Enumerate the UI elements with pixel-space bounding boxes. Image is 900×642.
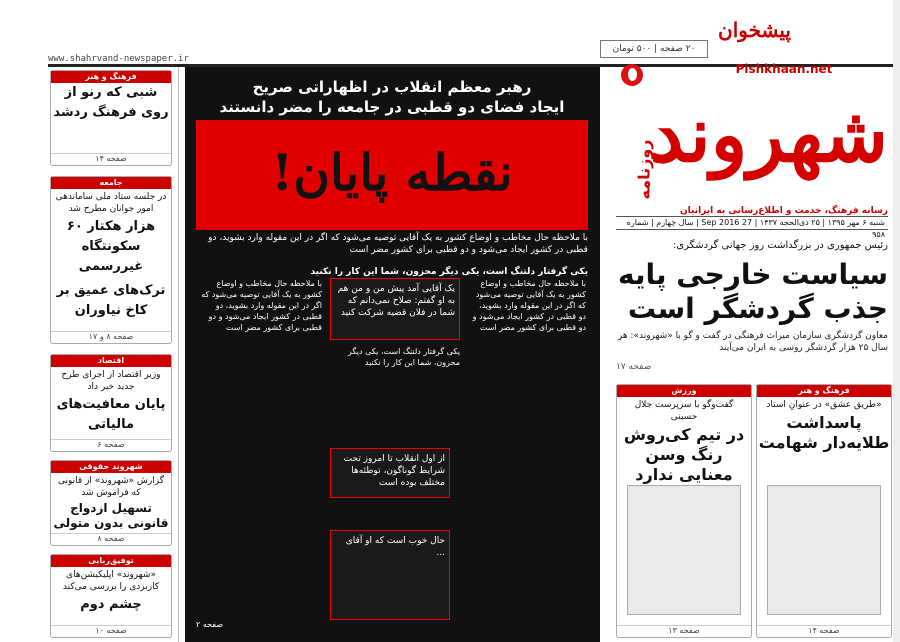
card-page-ref: صفحه ۱۴: [51, 153, 171, 163]
main-kicker-line2: ایجاد فضای دو قطبی در جامعه را مضر دانستند: [219, 98, 565, 116]
article-column-3: با ملاحظه حال مخاطب و اوضاع کشور به یک آقایی توصیه می‌شود که اگر در این مقوله وارد بشوید، دو قطبی در کشور ایجاد می‌شود و دو قطبی برای کشور مضر است: [201, 279, 322, 332]
card-page-ref: صفحه ۱۰: [51, 625, 171, 635]
masthead-prefix: روزنامه: [634, 139, 654, 200]
site-url[interactable]: www.shahrvand-newspaper.ir: [48, 54, 189, 64]
card-title: تسهیل ازدواج قانونی بدون متولی: [53, 501, 169, 530]
pishkhan-url[interactable]: Pishkhaan.net: [735, 62, 833, 76]
feature-tag: ورزش: [617, 385, 751, 397]
card-title: پایان معافیت‌های مالیاتی: [56, 397, 166, 432]
feature-culture[interactable]: [756, 384, 892, 638]
feature-kicker: «طریق عشق» در عنوانِ استاد: [766, 400, 882, 410]
card-title: چشم دوم: [80, 597, 142, 612]
feature-title: در تیم کی‌روش رنگ وسن معنایی ندارد: [623, 425, 745, 484]
price-box: ۲۰ صفحه | ۵۰۰ تومان: [600, 40, 708, 58]
card-subtitle: ترک‌های عمیق بر کاخ نیاوران: [56, 283, 166, 318]
main-page-ref[interactable]: صفحه ۲: [196, 620, 224, 629]
main-kicker-line1: رهبر معظم انقلاب در اظهاراتی صریح: [252, 78, 532, 96]
sidebar-card-economy[interactable]: [50, 354, 172, 452]
lead-kicker: رئیس جمهوری در بزرگداشت روز جهانی گردشگری:: [672, 240, 888, 251]
card-kicker: «شهروند» اپلیکیشن‌های کاربردی را بررسی می‌کند: [62, 570, 160, 592]
masthead-slogan: رسانه فرهنگ، خدمت و اطلاع‌رسانی به ایرانیان: [679, 206, 888, 216]
masthead-title: شهروند: [649, 90, 888, 179]
lead-page-ref[interactable]: صفحه ۱۷: [616, 362, 652, 372]
sidebar-card-society[interactable]: [50, 176, 172, 344]
card-tag: اقتصاد: [51, 355, 171, 367]
sidebar-card-tech[interactable]: [50, 554, 172, 638]
feature-page-ref: صفحه ۱۳: [617, 625, 751, 635]
main-title[interactable]: نقطه پایان!: [271, 143, 513, 202]
card-tag: فرهنگ و هنر: [51, 71, 171, 83]
card-title: ۶۰ هزار هکتار سکونتگاه غیررسمی: [66, 219, 156, 274]
card-tag: جامعه: [51, 177, 171, 189]
card-tag: شهروند حقوقی: [51, 461, 171, 473]
pull-quote-3: حال خوب است که او آقای ...: [330, 530, 450, 620]
card-kicker: گزارش «شهروند» از قانونی که فراموش شد: [58, 476, 164, 498]
article-column-2: یکی گرفتار دلتنگ است، یکی دیگر محزون، شما این کار را نکنید: [347, 347, 460, 367]
portrait-photo: [767, 485, 881, 615]
card-title: شبی که رنو از روی فرهنگ ردشد: [53, 85, 169, 120]
main-subhead: یکی گرفتار دلتنگ است، یکی دیگر محزون، شما این کار را نکنید: [310, 267, 588, 277]
scrollbar[interactable]: [893, 0, 900, 642]
card-page-ref: صفحه ۸ و ۱۷: [51, 331, 171, 341]
dateline: شنبه ۶ مهر ۱۳۹۵ | ۲۵ ذی‌الحجه ۱۴۳۷ | 27 Sep 2016 | سال چهارم | شماره ۹۵۸: [616, 216, 888, 230]
feature-tag: فرهنگ و هنر: [757, 385, 891, 397]
pishkhan-logo: پیشخوان: [718, 18, 791, 42]
card-kicker: وزیر اقتصاد از اجرای طرح جدید خبر داد: [61, 370, 161, 392]
feature-kicker: گفت‌وگو با سرپرست جلال حسینی: [634, 400, 734, 422]
sidebar-divider: [178, 67, 179, 642]
feature-page-ref: صفحه ۱۴: [757, 625, 891, 635]
card-page-ref: صفحه ۸: [51, 533, 171, 543]
lead-title[interactable]: سیاست خارجی پایه جذب گردشگر است: [618, 258, 888, 325]
card-tag: توفیق‌ربایی: [51, 555, 171, 567]
main-intro: با ملاحظه حال مخاطب و اوضاع کشور به یک آقایی توصیه می‌شود که اگر در این مقوله وارد بشوید، دو قطبی در کشور ایجاد می‌شود و دو قطبی برای کشور مضر است: [208, 233, 588, 255]
player-photo: [627, 485, 741, 615]
sidebar-card-culture[interactable]: [50, 70, 172, 166]
lead-body: معاون گردشگری سازمان میراث فرهنگی در گفت و گو با «شهروند»: هر سال ۲۵ هزار گردشگر روسی به ایران می‌آیند: [617, 331, 888, 353]
card-kicker: در جلسه ستاد ملی ساماندهی امور جوانان مطرح شد: [55, 192, 167, 214]
card-page-ref: صفحه ۶: [51, 439, 171, 449]
feature-title: پاسداشت طلایه‌دار شهامت: [758, 413, 890, 452]
article-column-1: با ملاحظه حال مخاطب و اوضاع کشور به یک آقایی توصیه می‌شود که اگر در این مقوله وارد بشوید، دو قطبی در کشور ایجاد می‌شود و دو قطبی برای کشور مضر است: [472, 279, 586, 332]
pull-quote-1: یک آقایی آمد پیش من و من هم به او گفتم: صلاح نمی‌دانم که شما در فلان قضیه شرکت کنید: [330, 278, 460, 340]
pull-quote-2: از اول انقلاب تا امروز تحت شرایط گوناگون، توطئه‌ها مختلف بوده است: [330, 448, 450, 498]
feature-sport[interactable]: [616, 384, 752, 638]
sidebar-card-legal[interactable]: [50, 460, 172, 546]
